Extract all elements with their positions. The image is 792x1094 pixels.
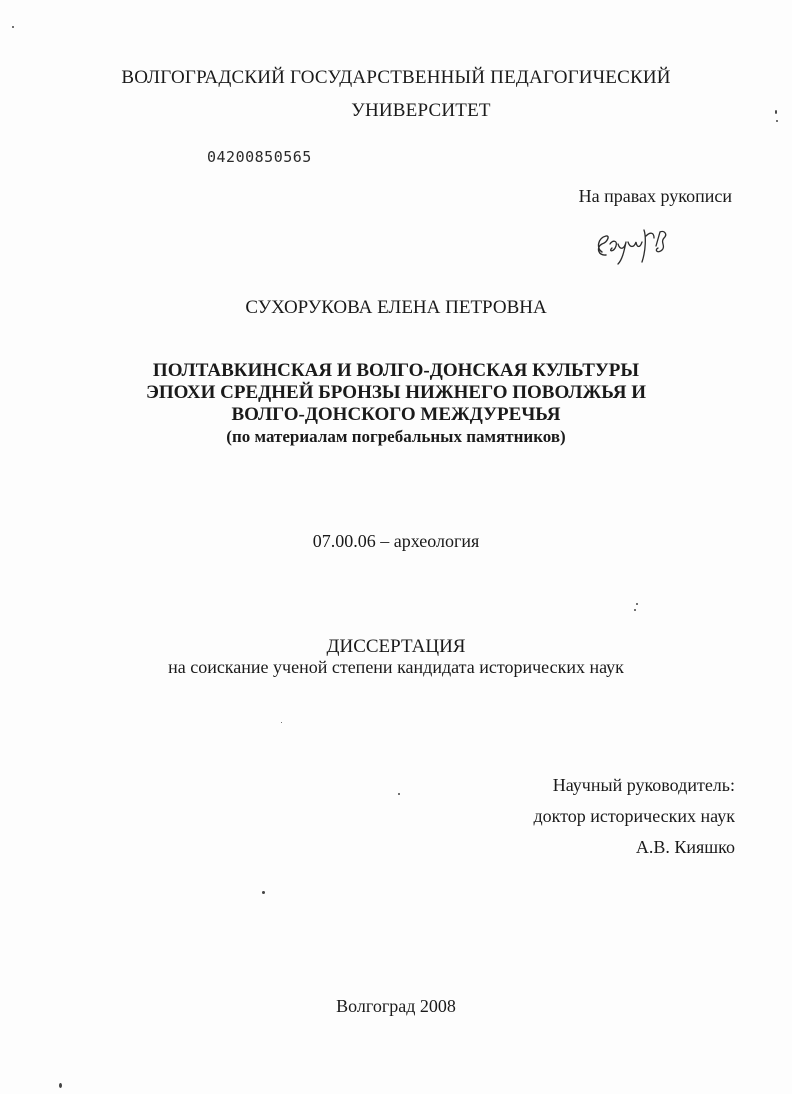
scan-speck bbox=[59, 1083, 62, 1088]
scan-speck bbox=[398, 793, 400, 795]
handwritten-signature-icon bbox=[588, 222, 678, 268]
document-type: ДИССЕРТАЦИЯ bbox=[326, 636, 466, 657]
scan-speck bbox=[12, 26, 14, 28]
author-name: СУХОРУКОВА ЕЛЕНА ПЕТРОВНА bbox=[245, 297, 547, 318]
catalog-number: 04200850565 bbox=[207, 148, 312, 166]
city-year: Волгоград 2008 bbox=[336, 996, 456, 1016]
scan-speck bbox=[281, 722, 282, 723]
title-line3: ВОЛГО-ДОНСКОГО МЕЖДУРЕЧЬЯ bbox=[231, 404, 561, 425]
scan-speck bbox=[634, 609, 636, 611]
university-name-line1: ВОЛГОГРАДСКИЙ ГОСУДАРСТВЕННЫЙ ПЕДАГОГИЧЕСКИЙ bbox=[121, 67, 671, 88]
title-line1: ПОЛТАВКИНСКАЯ И ВОЛГО-ДОНСКАЯ КУЛЬТУРЫ bbox=[152, 360, 640, 381]
rights-note: На правах рукописи bbox=[578, 186, 732, 206]
title-subtitle: (по материалам погребальных памятников) bbox=[226, 427, 566, 446]
scan-speck bbox=[636, 603, 638, 605]
advisor-label: Научный руководитель: bbox=[552, 775, 735, 795]
university-name-line2: УНИВЕРСИТЕТ bbox=[351, 100, 491, 121]
scan-speck bbox=[262, 891, 265, 894]
degree-purpose: на соискание ученой степени кандидата исторических наук bbox=[168, 657, 624, 677]
specialty-code: 07.00.06 – археология bbox=[312, 531, 480, 551]
advisor-name: А.В. Кияшко bbox=[635, 837, 735, 857]
title-line2: ЭПОХИ СРЕДНЕЙ БРОНЗЫ НИЖНЕГО ПОВОЛЖЬЯ И bbox=[145, 382, 647, 403]
advisor-degree: доктор исторических наук bbox=[533, 806, 735, 826]
